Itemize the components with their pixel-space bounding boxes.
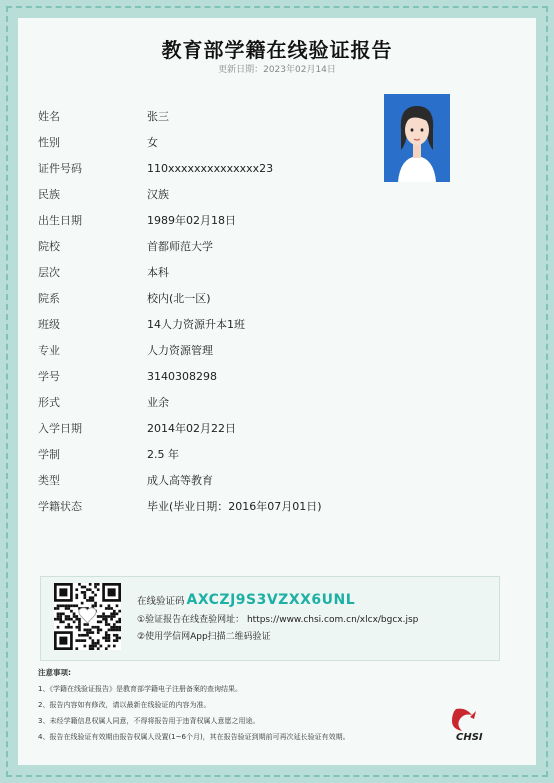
field-label: 专业 [38,344,60,357]
field-value: 女 [147,136,158,149]
field-value: 校内(北一区) [147,292,211,305]
field-value: 首都师范大学 [147,240,213,253]
notes-title: 注意事项: [38,668,71,677]
info-row-gender [38,129,322,155]
qr-code[interactable] [54,583,121,650]
note-item: 1、《学籍在线验证报告》是教育部学籍电子注册备案的查询结果。 [38,685,242,693]
info-row-name [38,103,322,129]
verification-box [40,576,500,661]
field-value: 3140308298 [147,369,217,383]
verification-url-link[interactable]: https://www.chsi.com.cn/xlcx/bgcx.jsp [246,615,419,625]
field-label: 院系 [38,292,60,305]
info-row-duration [38,441,322,467]
verification-url-label: ①验证报告在线查验网址： [137,615,245,625]
info-row-level [38,259,322,285]
field-value: 成人高等教育 [147,474,213,487]
field-label: 证件号码 [38,162,82,175]
field-value: 人力资源管理 [147,344,213,357]
portrait-illustration [384,94,450,182]
field-value: 2014年02月22日 [147,422,236,435]
info-row-class [38,311,322,337]
field-label: 类型 [38,474,60,487]
field-value: 110xxxxxxxxxxxxxx23 [147,161,274,175]
field-label: 层次 [38,266,60,279]
field-label: 学籍状态 [38,500,82,513]
verification-code-label: 在线验证码 [137,596,185,607]
info-row-enroll-date [38,415,322,441]
info-row-department [38,285,322,311]
field-label: 班级 [38,318,60,331]
field-value: 1989年02月18日 [147,214,236,227]
notes-section [38,665,350,745]
field-label: 性别 [38,136,60,149]
info-row-form [38,389,322,415]
field-label: 姓名 [38,110,60,123]
verification-url-line [137,612,418,625]
info-row-birthdate [38,207,322,233]
info-row-school [38,233,322,259]
qr-code-graphic [54,583,121,650]
info-row-ethnicity [38,181,322,207]
field-label: 学制 [38,448,60,461]
info-row-major [38,337,322,363]
verification-code-line [137,592,355,608]
field-value: 业余 [147,396,169,409]
chsi-logo-icon [442,705,482,735]
info-row-id [38,155,322,181]
field-value: 汉族 [147,188,169,201]
info-row-student-id [38,363,322,389]
chsi-logo [442,705,498,749]
student-photo [384,94,450,182]
field-label: 入学日期 [38,422,82,435]
field-value: 张三 [147,110,169,123]
field-value: 本科 [147,266,169,279]
verification-app-line: ②使用学信网App扫描二维码验证 [137,632,271,642]
report-title: 教育部学籍在线验证报告 [161,38,393,62]
field-label: 出生日期 [38,214,82,227]
field-label: 民族 [38,188,60,201]
field-value: 毕业(毕业日期：2016年07月01日) [147,500,322,513]
note-item: 3、未经学籍信息权属人同意，不得将报告用于违背权属人意愿之用途。 [38,717,260,725]
note-item: 4、报告在线验证有效期由报告权属人设置(1~6个月)，其在报告验证到期前可再次延长验证有效期。 [38,733,350,741]
chsi-logo-text: CHSI [456,732,483,743]
update-date: 更新日期：2023年02月14日 [218,65,336,75]
field-label: 院校 [38,240,60,253]
note-item: 2、报告内容如有修改，请以最新在线验证的内容为准。 [38,701,211,709]
info-row-status [38,493,322,519]
field-label: 学号 [38,370,60,383]
info-row-type [38,467,322,493]
verification-code[interactable]: AXCZJ9S3VZXX6UNL [186,592,356,608]
field-label: 形式 [38,396,60,409]
field-value: 14人力资源升本1班 [147,318,245,331]
field-value: 2.5 年 [147,448,179,461]
student-info [38,103,322,519]
